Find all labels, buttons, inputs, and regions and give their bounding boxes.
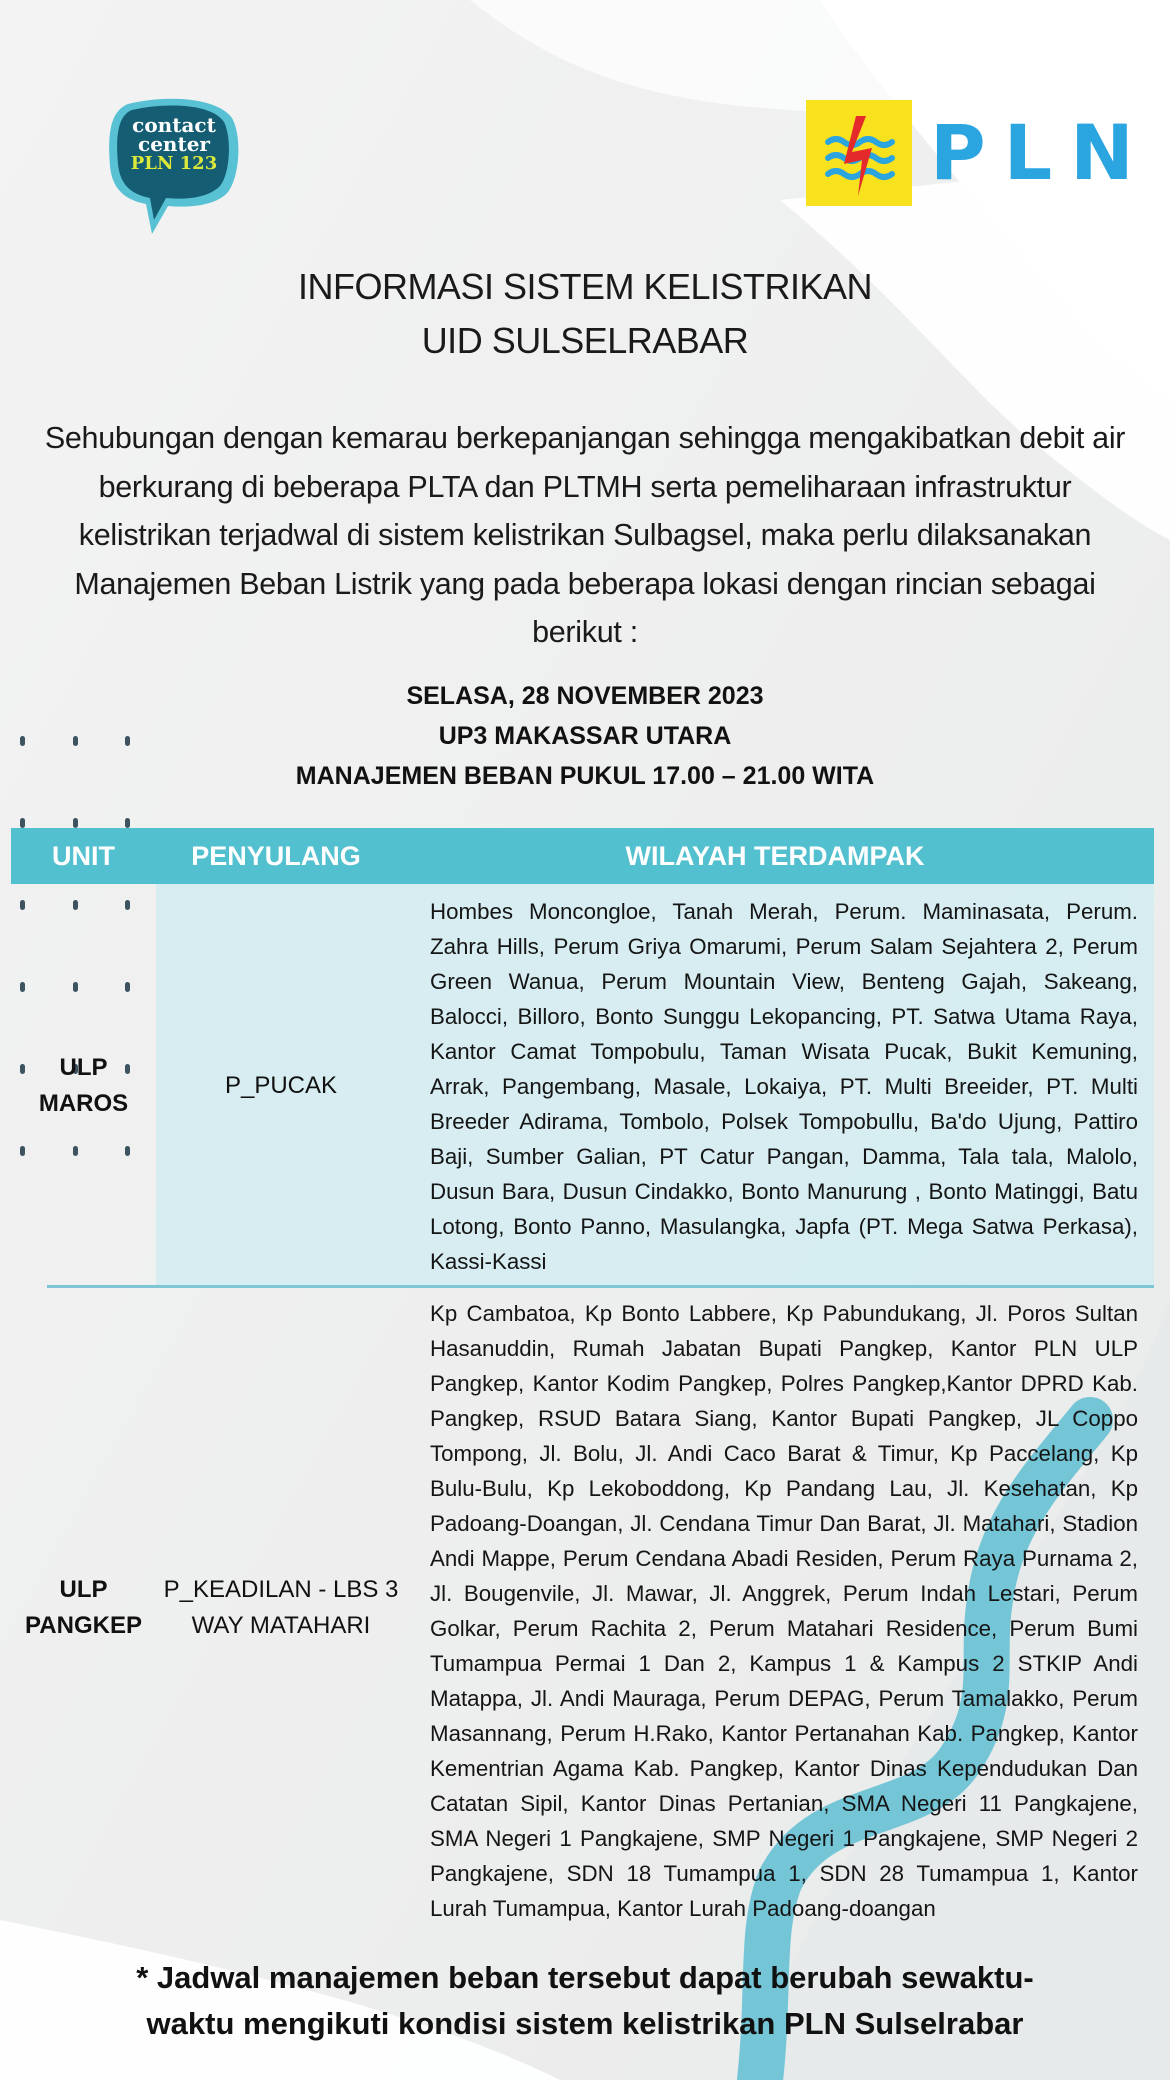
lightning-waves-icon xyxy=(806,100,912,206)
wilayah-cell: Kp Cambatoa, Kp Bonto Labbere, Kp Pabundukang, Jl. Poros Sultan Hasanuddin, Rumah Jabatan Bupati Pangkep, Kantor PLN ULP Pangkep, Kantor Kodim Pangkep, Polres Pangkep,Kantor DPRD Kab. Pangkep, RSUD Batara Siang, Kantor Bupati Pangkep, JL Coppo Tompong, Jl. Bolu, Jl. Andi Caco Barat & Timur, Kp Paccelang, Kp Bulu-Bulu, Kp Lekoboddong, Kp Pandang Lau, Jl. Kesehatan, Kp Padoang-Doangan, Jl. Cendana Timur Dan Barat, Jl. Matahari, Stadion Andi Mappe, Perum Cendana Abadi Residen, Perum Raya Purnama 2, Jl. Bougenvile, Jl. Mawar, Jl. Anggrek, Perum Indah Lestari, Perum Golkar, Perum Rachita 2, Perum Matahari Residence, Perum Bumi Tumampua Permai 1 Dan 2, Kampus 1 & Kampus 2 STKIP Andi Matappa, Jl. Andi Mauraga, Perum DEPAG, Perum Tamalakko, Perum Masannang, Perum H.Rako, Kantor Pertanahan Kab. Pangkep, Kantor Kementrian Agama Kab. Pangkep, Kantor Dinas Kependudukan Dan Catatan Sipil, Kantor Dinas Pertanian, SMA Negeri 11 Pangkajene, SMA Negeri 1 Pangkajene, SMP Negeri 1 Pangkajene, SMP Negeri 2 Pangkajene, SDN 18 Tumampua 1, SDN 28 Tumampua 1, Kantor Lurah Tumampua, Kantor Lurah Padoang-doangan xyxy=(430,1301,1138,1921)
footer-note xyxy=(0,1955,1170,2047)
unit-line1: ULP xyxy=(59,1576,108,1603)
footer-line1: * Jadwal manajemen beban tersebut dapat berubah sewaktu- xyxy=(136,1960,1034,1995)
column-header-unit: UNIT xyxy=(52,840,115,871)
penyulang-line1: P_KEADILAN - LBS 3 xyxy=(163,1576,399,1603)
title-line1: INFORMASI SISTEM KELISTRIKAN xyxy=(297,266,873,307)
contact-center-line3: PLN 123 xyxy=(130,153,218,174)
pln-wordmark: PLN xyxy=(930,108,1152,197)
column-header-wilayah: WILAYAH TERDAMPAK xyxy=(625,840,925,871)
table-header xyxy=(11,828,1154,884)
schedule-block xyxy=(0,676,1170,796)
table-row xyxy=(11,1288,1154,1928)
penyulang-cell xyxy=(156,1288,406,1928)
penyulang-line2: WAY MATAHARI xyxy=(191,1612,371,1639)
contact-center-line1: contact xyxy=(132,113,216,137)
unit-cell xyxy=(11,1288,156,1928)
pln-logo xyxy=(806,100,1152,206)
column-header-penyulang: PENYULANG xyxy=(191,840,361,871)
footer-line2: waktu mengikuti kondisi sistem kelistrikan PLN Sulselrabar xyxy=(146,2006,1024,2041)
unit-cell xyxy=(11,884,156,1288)
unit-line2: MAROS xyxy=(38,1090,129,1117)
intro-paragraph: Sehubungan dengan kemarau berkepanjangan sehingga mengakibatkan debit air berkurang di beberapa PLTA dan PLTMH serta pemeliharaan infrastruktur kelistrikan terjadwal di sistem kelistrikan Sulbagsel, maka perlu dilaksanakan Manajemen Beban Listrik yang pada beberapa lokasi dengan rincian sebagai berikut : xyxy=(44,421,1126,649)
page-title xyxy=(0,260,1170,368)
dot-pattern xyxy=(20,818,130,828)
contact-center-line2: center xyxy=(138,132,210,156)
schedule-unit: UP3 MAKASSAR UTARA xyxy=(438,722,732,750)
unit-line2: PANGKEP xyxy=(25,1612,142,1639)
wilayah-cell: Hombes Moncongloe, Tanah Merah, Perum. Maminasata, Perum. Zahra Hills, Perum Griya Omarumi, Perum Salam Sejahtera 2, Perum Green Wanua, Perum Mountain View, Benteng Gajah, Sakeang, Balocci, Billoro, Bonto Sunggu Lekopancing, PT. Satwa Utama Raya, Kantor Camat Tompobulu, Taman Wisata Pucak, Bukit Kemuning, Arrak, Pangembang, Masale, Lokaiya, PT. Multi Breeider, PT. Multi Breeder Adirama, Tombolo, Polsek Tompobullu, Ba'do Ujung, Pattiro Baji, Sumber Galian, PT Catur Pangan, Damma, Tala tala, Malolo, Dusun Bara, Dusun Cindakko, Bonto Manurung , Bonto Matinggi, Batu Lotong, Bonto Panno, Masulangka, Japfa (PT. Mega Satwa Perkasa), Kassi-Kassi xyxy=(406,884,1154,1288)
contact-center-logo xyxy=(108,96,240,236)
penyulang-cell: P_PUCAK xyxy=(156,884,406,1288)
schedule-date: SELASA, 28 NOVEMBER 2023 xyxy=(406,682,764,710)
table-row xyxy=(11,884,1154,1288)
unit-line1: ULP xyxy=(59,1054,108,1081)
affected-areas-table xyxy=(11,828,1154,1928)
title-line2: UID SULSELRABAR xyxy=(421,320,749,361)
dot-pattern xyxy=(20,736,130,746)
schedule-time: MANAJEMEN BEBAN PUKUL 17.00 – 21.00 WITA xyxy=(295,762,875,790)
